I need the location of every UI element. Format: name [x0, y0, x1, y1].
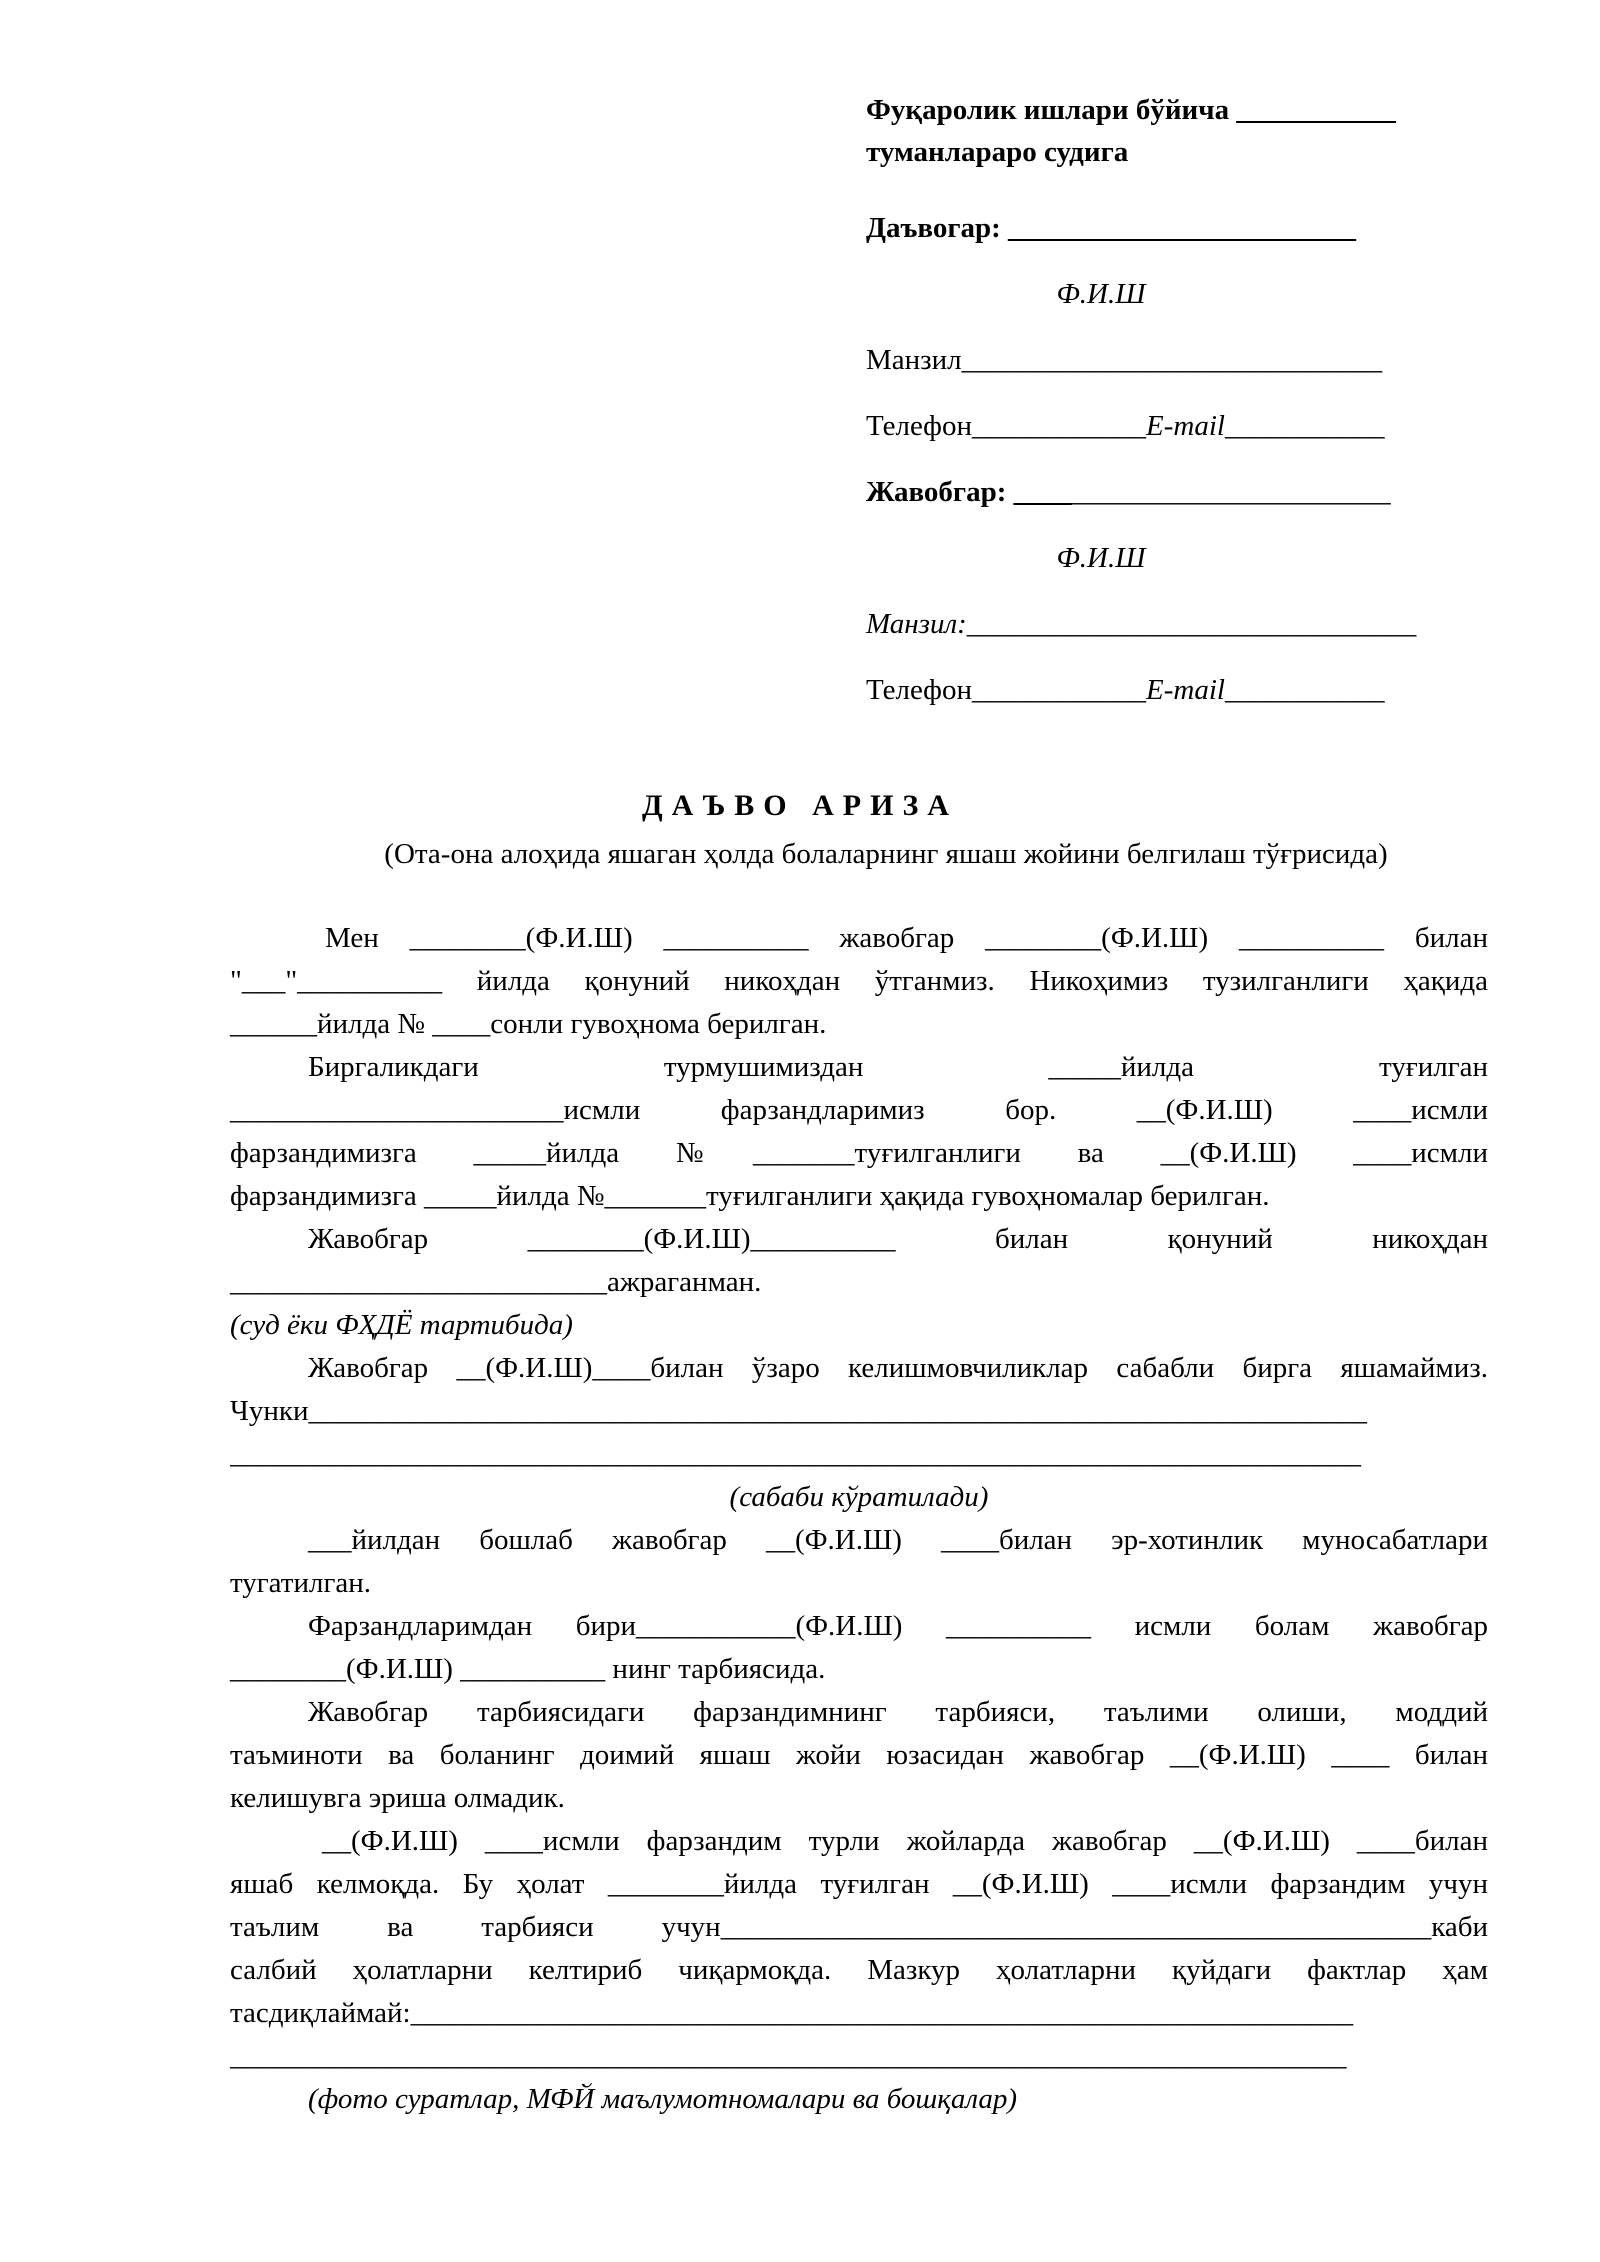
body-line-27: _____________________________________________________________________________ [230, 2040, 1347, 2072]
body-line-6: фарзандимизга _____йилда №_______туғилганлиги ва __(Ф.И.Ш) ____исмли [230, 1137, 1488, 1169]
body-line-2: "___"__________ йилда қонуний никоҳдан ўтганмиз. Никоҳимиз тузилганлиги ҳақида [230, 965, 1488, 997]
body-line-5: _______________________исмли фарзандларимиз бор. __(Ф.И.Ш) ____исмли [230, 1094, 1488, 1126]
body-line-10: (суд ёки ФҲДЁ тартибида) [230, 1309, 573, 1341]
body-line-26: тасдиқлаймай:_________________________________________________________________ [230, 1997, 1354, 2029]
body-line-24: таълим ва тарбияси учун_________________________________________________каби [230, 1911, 1488, 1943]
defendant-email-line: ___________ [1224, 674, 1385, 706]
court-line-1: Фуқаролик ишлари бўйича ___________ [866, 94, 1396, 126]
defendant-label: Жавобгар: ____ [866, 476, 1072, 508]
body-line-20: таъминоти ва боланинг доимий яшаш жойи юзасидан жавобгар __(Ф.И.Ш) ____ билан [230, 1739, 1488, 1771]
body-line-12: Чунки_________________________________________________________________________ [230, 1395, 1367, 1427]
defendant-email-label: E-mail [1146, 674, 1225, 706]
body-line-18: ________(Ф.И.Ш) __________ нинг тарбиясида. [230, 1653, 826, 1685]
plaintiff-address: Манзил_____________________________ [866, 344, 1383, 376]
body-line-11: Жавобгар __(Ф.И.Ш)____билан ўзаро келишмовчиликлар сабабли бирга яшамаймиз. [308, 1352, 1488, 1384]
body-line-14: (сабаби кўратилади) [729, 1481, 989, 1513]
defendant-name-line: ______________________ [1071, 476, 1391, 508]
plaintiff-email-line: ___________ [1224, 410, 1385, 442]
body-line-25: салбий ҳолатларни келтириб чиқармоқда. Мазкур ҳолатларни қуйдаги фактлар ҳам [230, 1954, 1488, 1986]
body-line-17: Фарзандларимдан бири___________(Ф.И.Ш) __________ исмли болам жавобгар [308, 1610, 1488, 1642]
defendant-phone: Телефон____________ [866, 674, 1146, 706]
defendant-contact [866, 672, 1384, 708]
court-line-2: туманлараро судига [866, 136, 1129, 168]
defendant-line [866, 474, 1391, 510]
body-line-4: Биргаликдаги турмушимиздан _____йилда туғилган [308, 1051, 1488, 1083]
body-line-16: тугатилган. [230, 1567, 372, 1599]
plaintiff-contact [866, 408, 1384, 444]
body-line-3: ______йилда № ____сонли гувоҳнома берилган. [230, 1008, 827, 1040]
body-line-28: (фото суратлар, МФЙ маълумотномалари ва бошқалар) [308, 2083, 1018, 2115]
body-line-13: ______________________________________________________________________________ [230, 1438, 1361, 1470]
plaintiff-phone: Телефон____________ [866, 410, 1146, 442]
body-line-21: келишувга эриша олмадик. [230, 1782, 565, 1814]
body-line-19: Жавобгар тарбиясидаги фарзандимнинг тарбияси, таълими олиши, моддий [308, 1696, 1488, 1728]
document-subtitle: (Ота-она алоҳида яшаган ҳолда болаларнинг яшаш жойини белгилаш тўғрисида) [384, 838, 1388, 870]
body-line-7: фарзандимизга _____йилда №_______туғилганлиги ҳақида гувоҳномалар берилган. [230, 1180, 1270, 1212]
body-line-1: Мен ________(Ф.И.Ш) __________ жавобгар ________(Ф.И.Ш) __________ билан [325, 922, 1488, 954]
defendant-address: Манзил:_______________________________ [866, 608, 1417, 640]
body-line-23: яшаб келмоқда. Бу ҳолат ________йилда туғилган __(Ф.И.Ш) ____исмли фарзандим учун [230, 1868, 1488, 1900]
plaintiff-line: Даъвогар: ________________________ [866, 212, 1357, 244]
plaintiff-fish-label: Ф.И.Ш [1056, 278, 1146, 310]
body-line-22: __(Ф.И.Ш) ____исмли фарзандим турли жойларда жавобгар __(Ф.И.Ш) ____билан [322, 1825, 1488, 1857]
body-line-8: Жавобгар ________(Ф.И.Ш)__________ билан қонуний никоҳдан [308, 1223, 1488, 1255]
document-title: ДАЪВО АРИЗА [642, 789, 958, 822]
body-line-9: __________________________ажраганман. [230, 1266, 762, 1298]
body-line-15: ___йилдан бошлаб жавобгар __(Ф.И.Ш) ____билан эр-хотинлик муносабатлари [308, 1524, 1488, 1556]
plaintiff-email-label: E-mail [1146, 410, 1225, 442]
defendant-fish-label: Ф.И.Ш [1056, 542, 1146, 574]
